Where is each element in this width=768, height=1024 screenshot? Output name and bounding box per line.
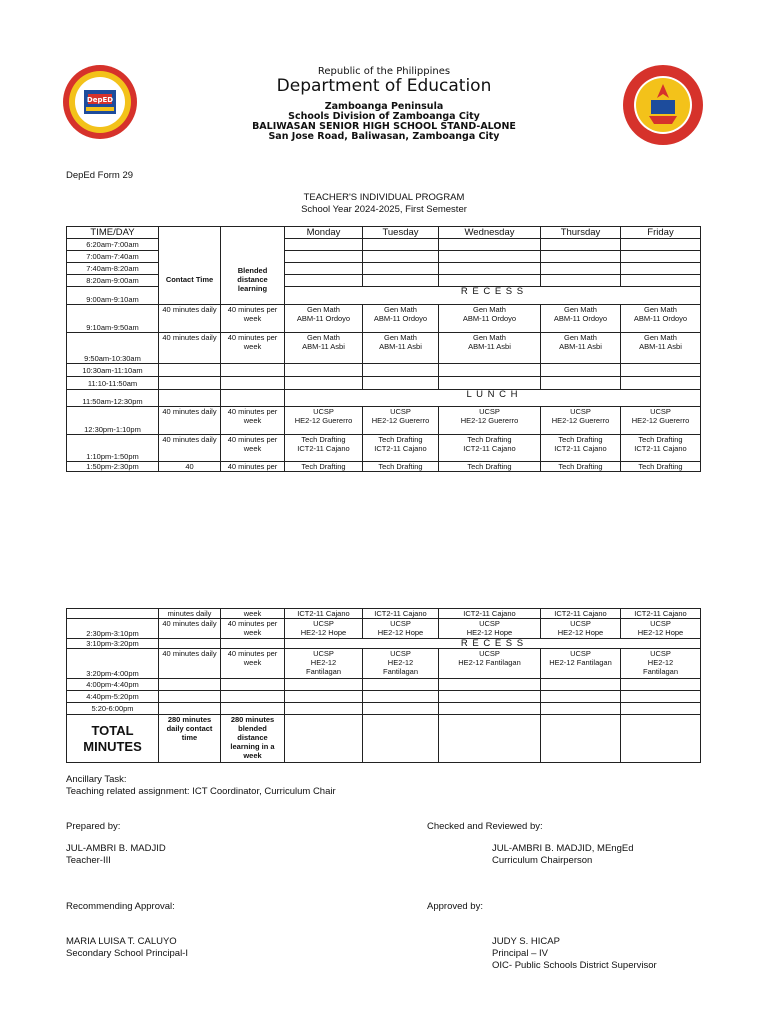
time-slot: 1:10pm-1:50pm — [67, 435, 159, 462]
schedule-table-bottom: minutes daily week ICT2-11 Cajano ICT2-11 Cajano ICT2-11 Cajano ICT2-11 Cajano ICT2-11 Cajano 2:30pm-3:10pm 40 minutes daily 40 minutes per week UCSP HE2-12 Hope UCSP HE2-12 Hope UCSP HE2-12 Hope UCSP HE2-12 Hope UCSP HE2-12 Hope 3:10pm-3:20pm R E C E S S 3:20pm-4:00pm 40 minutes daily 40 minutes per week UCSP HE2-12 Fantilagan UCSP HE2-12 Fantilagan UCSP HE2-12 Fantilagan UCSP HE2-12 Fantilagan UCSP HE2-12 Fantilagan 4:00pm-4:40pm 4:40pm-5:20pm 5:20-6:00pm TOTAL MINUTES 280 minutes daily contact time 280 minutes blended distance learning in a week — [66, 608, 701, 763]
approved-title-2: OIC- Public Schools District Supervisor — [492, 960, 657, 971]
total-minutes-label: TOTAL MINUTES — [67, 715, 159, 763]
time-slot: 6:20am-7:00am — [67, 239, 159, 251]
total-blended: 280 minutes blended distance learning in a week — [221, 715, 285, 763]
time-slot: 9:10am-9:50am — [67, 305, 159, 333]
republic-line: Republic of the Philippines — [317, 66, 451, 77]
checked-title: Curriculum Chairperson — [492, 855, 593, 866]
blended-cell: 40 minutes per week — [221, 305, 285, 333]
deped-logo — [62, 64, 138, 140]
day-header-thursday: Thursday — [541, 227, 621, 239]
time-slot: 7:40am-8:20am — [67, 263, 159, 275]
approved-name: JUDY S. HICAP — [492, 936, 560, 947]
time-slot: 8:20am-9:00am — [67, 275, 159, 287]
school-seal — [622, 64, 704, 146]
recommending-name: MARIA LUISA T. CALUYO — [66, 936, 177, 947]
school-year: School Year 2024-2025, First Semester — [301, 204, 467, 215]
recommending-title: Secondary School Principal-I — [66, 948, 188, 959]
address-line: San Jose Road, Baliwasan, Zamboanga City — [268, 131, 500, 142]
time-slot: 10:30am-11:10am — [67, 364, 159, 377]
prepared-name: JUL-AMBRI B. MADJID — [66, 843, 166, 854]
contact-cell: 40 minutes daily — [159, 305, 221, 333]
checked-label: Checked and Reviewed by: — [427, 821, 543, 832]
form-number: DepEd Form 29 — [66, 170, 134, 181]
division-line: Schools Division of Zamboanga City — [288, 111, 480, 122]
checked-name: JUL-AMBRI B. MADJID, MEngEd — [492, 843, 634, 854]
col-header-blended: Blended distance learning — [221, 227, 285, 305]
lunch-label: L U N C H — [285, 390, 701, 407]
time-slot: 3:10pm-3:20pm — [67, 639, 159, 649]
day-header-friday: Friday — [621, 227, 701, 239]
time-slot: 5:20-6:00pm — [67, 703, 159, 715]
department-title: Department of Education — [276, 76, 492, 96]
day-header-wednesday: Wednesday — [439, 227, 541, 239]
col-header-contact: Contact Time — [159, 227, 221, 305]
day-header-monday: Monday — [285, 227, 363, 239]
time-slot: 9:50am-10:30am — [67, 333, 159, 364]
time-slot: 7:00am-7:40am — [67, 251, 159, 263]
program-title: TEACHER'S INDIVIDUAL PROGRAM — [303, 192, 465, 203]
ancillary-label: Ancillary Task: — [66, 774, 127, 785]
ancillary-assignment: Teaching related assignment: ICT Coordinator, Curriculum Chair — [66, 786, 336, 797]
time-slot: 3:20pm-4:00pm — [67, 649, 159, 679]
recess-label: R E C E S S — [285, 287, 701, 305]
prepared-title: Teacher-III — [66, 855, 111, 866]
schedule-table-top: TIME/DAY Contact Time Blended distance learning Monday Tuesday Wednesday Thursday Friday 6:20am-7:00am 7:00am-7:40am 7:40am-8:20am 8:20am-9:00am 9:00am-9:10am R E C E S S 9:10am-9:50am 40 minutes daily 40 minutes per week Gen Math ABM-11 Ordoyo Gen Math ABM-11 Ordoyo Gen Math ABM-11 Ordoyo Gen Math ABM-11 Ordoyo Gen Math ABM-11 Ordoyo 9:50am-10:30am 40 minutes daily 40 minutes per week Gen Math ABM-11 Asbi Gen Math ABM-11 Asbi Gen Math ABM-11 Asbi Gen Math ABM-11 Asbi Gen Math ABM-11 Asbi 10:30am-11:10am 11:10-11:50am 11:50am-12:30pm L U N C H 12:30pm-1:10pm 40 minutes daily 40 minutes per week UCSP HE2-12 Guererro UCSP HE2-12 Guererro UCSP HE2-12 Guererro UCSP HE2-12 Guererro UCSP HE2-12 Guererro 1:10pm-1:50pm 40 minutes daily 40 minutes per week Tech Drafting ICT2-11 Cajano Tech Drafting ICT2-11 Cajano Tech Drafting ICT2-11 Cajano Tech Drafting ICT2-11 Cajano Tech Drafting ICT2-11 Cajano 1:50pm-2:30pm 40 40 minutes per Tech Drafting Tech Drafting Tech Drafting Tech Drafting Tech Drafting — [66, 226, 701, 472]
approved-label: Approved by: — [427, 901, 483, 912]
time-slot: 9:00am-9:10am — [67, 287, 159, 305]
approved-title: Principal – IV — [492, 948, 548, 959]
time-slot: 2:30pm-3:10pm — [67, 619, 159, 639]
col-header-time: TIME/DAY — [67, 227, 159, 239]
time-slot: 11:10-11:50am — [67, 377, 159, 390]
school-line: BALIWASAN SENIOR HIGH SCHOOL STAND-ALONE — [252, 121, 516, 132]
deped-logo-mark: DepED — [86, 96, 114, 104]
time-slot: 12:30pm-1:10pm — [67, 407, 159, 435]
time-slot: 1:50pm-2:30pm — [67, 462, 159, 472]
day-header-tuesday: Tuesday — [363, 227, 439, 239]
prepared-label: Prepared by: — [66, 821, 121, 832]
time-slot: 4:40pm-5:20pm — [67, 691, 159, 703]
time-slot: 11:50am-12:30pm — [67, 390, 159, 407]
time-slot: 4:00pm-4:40pm — [67, 679, 159, 691]
recommending-label: Recommending Approval: — [66, 901, 175, 912]
region-line: Zamboanga Peninsula — [324, 101, 444, 112]
total-contact: 280 minutes daily contact time — [159, 715, 221, 763]
recess-label-2: R E C E S S — [285, 639, 701, 649]
